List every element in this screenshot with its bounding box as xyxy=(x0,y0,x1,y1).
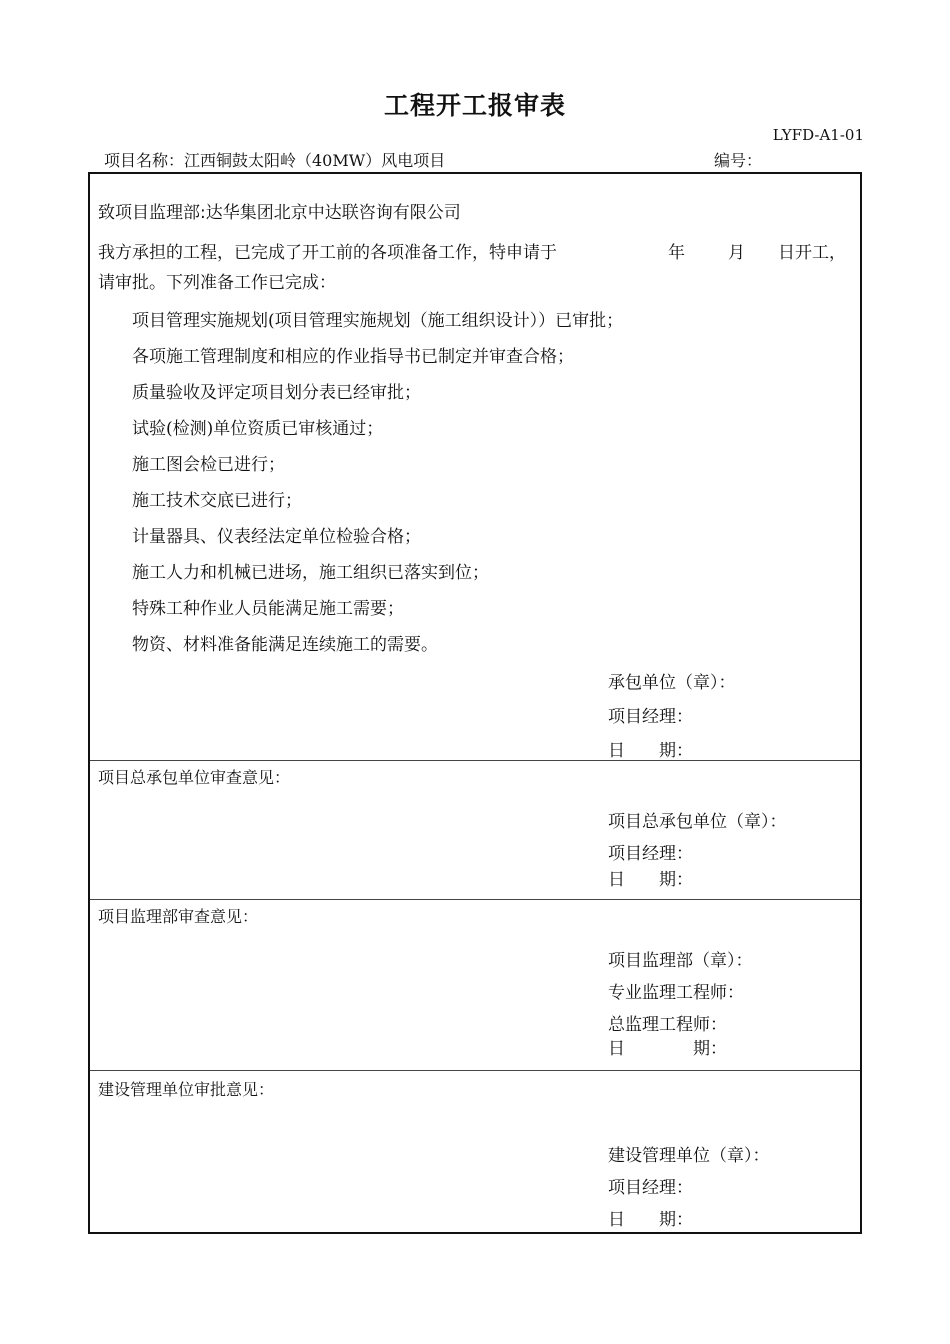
form-table xyxy=(88,172,862,1234)
general-contractor-review-section xyxy=(90,760,860,900)
owner-seal-label[interactable]: 建设管理单位（章）： xyxy=(608,1146,770,1166)
contractor-seal-label[interactable]: 承包单位（章）： xyxy=(608,673,736,693)
date-label[interactable]: 日 期： xyxy=(608,1210,693,1230)
day-field[interactable]: 日开工， xyxy=(778,243,846,263)
application-section xyxy=(90,174,860,759)
checklist-item: 计量器具、仪表经法定单位检验合格； xyxy=(132,527,421,547)
supervision-review-section xyxy=(90,899,860,1071)
year-field[interactable]: 年 xyxy=(668,243,685,263)
date-label[interactable]: 日 期： xyxy=(608,1039,727,1059)
checklist-item: 试验(检测)单位资质已审核通过； xyxy=(132,419,384,439)
section-heading: 建设管理单位审批意见： xyxy=(98,1080,275,1099)
chief-engineer-label[interactable]: 总监理工程师： xyxy=(608,1015,727,1035)
checklist-item: 物资、材料准备能满足连续施工的需要。 xyxy=(132,635,438,655)
section-heading: 项目总承包单位审查意见： xyxy=(98,768,291,787)
project-manager-label[interactable]: 项目经理： xyxy=(608,1178,693,1198)
month-field[interactable]: 月 xyxy=(728,243,745,263)
checklist-item: 各项施工管理制度和相应的作业指导书已制定并审查合格； xyxy=(132,347,574,367)
checklist-item: 质量验收及评定项目划分表已经审批； xyxy=(132,383,421,403)
document-code: LYFD-A1-01 xyxy=(772,126,864,144)
checklist-item: 施工图会检已进行； xyxy=(132,455,285,475)
request-text-continued: 请审批。下列准备工作已完成： xyxy=(98,273,336,293)
project-manager-label[interactable]: 项目经理： xyxy=(608,707,693,727)
project-name: 项目名称：江西铜鼓太阳岭（40MW）风电项目 xyxy=(104,151,446,170)
request-text: 我方承担的工程，已完成了开工前的各项准备工作，特申请于 xyxy=(98,243,557,263)
page-title: 工程开工报审表 xyxy=(383,91,566,120)
checklist-item: 项目管理实施规划(项目管理实施规划（施工组织设计））已审批； xyxy=(132,311,624,331)
checklist-item: 特殊工种作业人员能满足施工需要； xyxy=(132,599,404,619)
checklist-item: 施工技术交底已进行； xyxy=(132,491,302,511)
supervision-seal-label[interactable]: 项目监理部（章）： xyxy=(608,951,753,971)
section-heading: 项目监理部审查意见： xyxy=(98,907,259,926)
owner-approval-section xyxy=(90,1070,860,1233)
date-label[interactable]: 日 期： xyxy=(608,870,693,890)
date-label[interactable]: 日 期： xyxy=(608,741,693,761)
addressee: 致项目监理部:达华集团北京中达联咨询有限公司 xyxy=(98,203,461,223)
checklist-item: 施工人力和机械已进场，施工组织已落实到位； xyxy=(132,563,489,583)
document-number-label: 编号： xyxy=(714,151,763,170)
project-manager-label[interactable]: 项目经理： xyxy=(608,844,693,864)
specialist-engineer-label[interactable]: 专业监理工程师： xyxy=(608,983,744,1003)
general-contractor-seal-label[interactable]: 项目总承包单位（章）： xyxy=(608,812,787,832)
